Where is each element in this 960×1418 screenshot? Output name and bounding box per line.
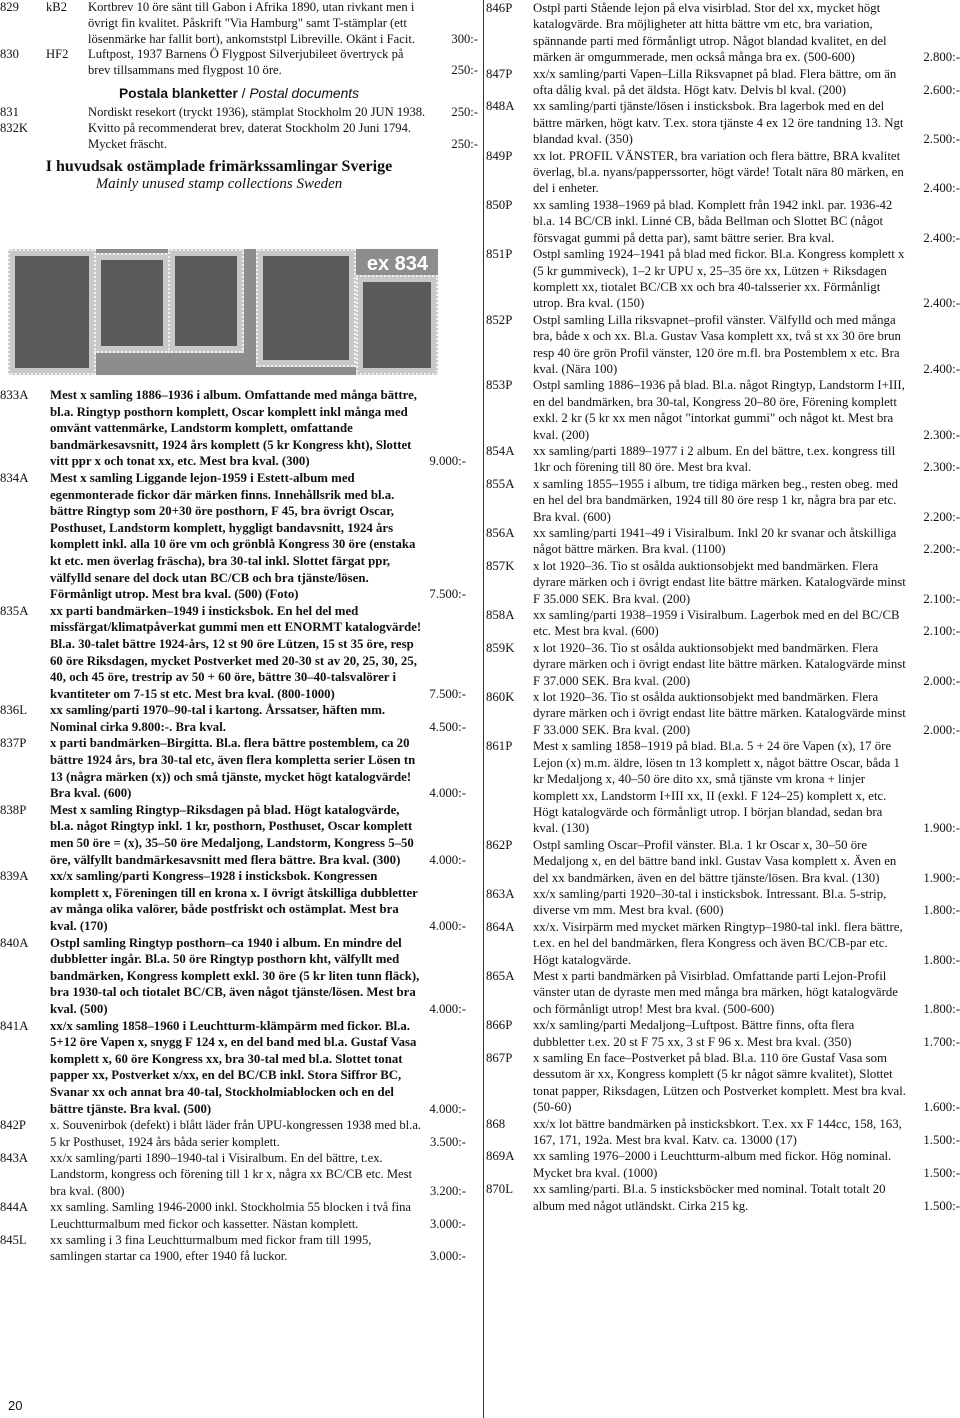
lot-number: 869A — [486, 1149, 515, 1164]
unused-section-heading — [0, 158, 478, 193]
lot-price: 4.000:- — [429, 1001, 466, 1016]
lot-entry — [486, 919, 960, 968]
postal-section-title: Postala blanketter — [118, 85, 238, 101]
lot-number: 866P — [486, 1018, 513, 1033]
lot-entry — [0, 1232, 472, 1265]
lot-description: x samling En face–Postverket på blad. Bl.a. 110 öre Gustaf Vasa som dessutom är xx, Kongress komplett (5 kr något sämre kvalitet), Slottet tonat papper, Riksdagen, Lützen och Postverket komplett. Mest bra kval. (50-60) — [533, 1051, 906, 1115]
lot-number: 851P — [486, 247, 513, 262]
lot-entry — [0, 1018, 472, 1118]
stamp-image — [256, 249, 356, 367]
lot-entry — [0, 935, 472, 1018]
postal-entries — [0, 105, 478, 152]
page-number: 20 — [8, 1398, 23, 1413]
lot-price: 2.500:- — [923, 132, 960, 147]
lot-price: 1.900:- — [923, 821, 960, 836]
postal-section-heading — [0, 85, 478, 103]
lot-description: xx samling i 3 fina Leuchtturmalbum med fickor fram till 1995, samlingen startar ca 1900, efter 1940 få luckor. — [50, 1232, 372, 1264]
lot-price: 2.400:- — [923, 181, 960, 196]
lot-number: 838P — [0, 802, 27, 817]
lot-description: xx/x samling/parti Kongress–1928 i insticksbok. Kongressen komplett x, Föreningen till en krona x. I övrigt åtskilliga dubbletter av många olika valörer, både postfriskt och ostämplat. Mest bra kval. (170) — [50, 869, 418, 933]
lot-description: x parti bandmärken–Birgitta. Bl.a. flera bättre postemblem, ca 20 bättre 1924 års, bra 30-tal etc, även flera kompletta serier Lösen tn 13 (några märken (x)) och små tjänste, mycket högt katalogvärde! Bra kval. (600) — [50, 736, 416, 801]
unused-section-title: I huvudsak ostämplade frimärkssamlingar Sverige — [45, 158, 393, 176]
lot-number: 839A — [0, 869, 29, 884]
lot-price: 2.100:- — [923, 624, 960, 639]
lot-entry — [0, 802, 472, 868]
lot-description: Kvitto på recommenderat brev, daterat Stockholm 20 Juni 1794. Mycket fräscht. — [88, 120, 412, 151]
lot-price: 2.600:- — [923, 83, 960, 98]
lot-entry — [486, 1116, 960, 1149]
lot-entry — [0, 1199, 472, 1232]
lot-price: 3.000:- — [429, 1216, 466, 1231]
lot-entry — [486, 246, 960, 312]
lot-entry — [486, 607, 960, 640]
photo-label: ex 834 — [366, 253, 428, 275]
lot-entry — [0, 603, 472, 703]
lot-description: x lot 1920–36. Tio st osålda auktionsobjekt med bandmärken. Flera dyrare märken och i övrigt endast lite bättre märken. Katalogvärde minst F 37.000 SEK. Bra kval. (200) — [533, 640, 906, 688]
lot-price: 2.400:- — [923, 361, 960, 376]
lot-number: 870L — [486, 1182, 514, 1197]
lot-number: 849P — [486, 148, 513, 163]
lot-code: kB2 — [46, 0, 67, 14]
lot-number: 836L — [0, 703, 28, 718]
lot-description: Ostpl samling 1886–1936 på blad. Bl.a. något Ringtyp, Landstorm I+III, en del bandmärken, bra 30-tal, Kongress 20–80 öre, Förening komplett exkl. 2 kr (5 kr xx men något "intorkat gummi" och något kt. Mest bra kval. (200) — [533, 378, 905, 442]
stamp-image — [94, 253, 170, 353]
lot-price: 3.200:- — [429, 1183, 466, 1198]
lot-number: 868 — [486, 1116, 506, 1131]
lot-entry — [486, 1050, 960, 1116]
lot-entry — [0, 1117, 472, 1150]
lot-price: 2.400:- — [923, 296, 960, 311]
lot-price: 4.000:- — [429, 852, 466, 867]
lot-number: 855A — [486, 476, 515, 491]
lot-entry — [486, 476, 960, 525]
lot-entry — [486, 1017, 960, 1050]
lot-number: 852P — [486, 312, 513, 327]
lot-description: xx parti bandmärken–1949 i insticksbok. En hel del med missfärgat/klimatpåverkat gummi men ett ENORMT katalogvärde! Bl.a. 30-talet bättre 1924-års, 12 st 90 öre Lützen, 15 st 35 öre, resp 60 öre Riksdagen, mycket Postverket med 20-30 st av 20, 25, 30, 25, 40, och 45 öre, trestrip av 50 + 60 öre, bättre 30–40-talsvalörer i kvantiteter om 7-15 st etc. Mest bra kval. (800-1000) — [50, 603, 422, 701]
lot-description: xx/x. Visirpärm med mycket märken Ringtyp–1980-tal inkl. flera bättre, t.ex. en hel del bandmärken, flera Kongress och även BC/CB-par etc. Högt katalogvärde. — [533, 919, 903, 967]
lot-price: 4.000:- — [429, 919, 466, 933]
lot-price: 1.800:- — [923, 952, 960, 967]
lot-description: xx/x samling 1858–1960 i Leuchtturm-klämpärm med fickor. Bl.a. 5+12 öre Vapen x, snygg F 124 x, en del band med bl.a. Gustaf Vasa komplett x, 60 öre Kongress xx, bra 30-tal med bl.a. Slottet tonat papper xx, Postverket x/xx, en del BC/CB inkl. Stora Siffror BC, Svanar xx och annat bra 40-tal, Stockholmiablocken och en del bättre tjänste. Bra kval. (500) — [50, 1018, 417, 1116]
lot-entry — [486, 0, 960, 66]
lot-description: Ostpl samling Oscar–Profil vänster. Bl.a. 1 kr Oscar x, 30–50 öre Medaljong x, en del bättre band inkl. Gustav Vasa komplett x. Även en del xx bandmärken, även en del bättre tjänste/lösen. Bra kval. (130) — [533, 837, 897, 885]
lot-entry — [0, 105, 478, 121]
lot-entry — [0, 47, 478, 79]
lot-entry — [486, 738, 960, 836]
lot-entry — [486, 558, 960, 607]
lot-description: Ostpl parti Stående lejon på elva visirblad. Stor del xx, mycket högt katalogvärde. Bra möjligheter att hitta bättre vm etc, bra variation, spännande parti med förmånligt utrop. Något blandad kvalitet, en del märken är omgummerade, men också många bra ex. (500-600) — [533, 1, 887, 65]
lot-number: 847P — [486, 66, 513, 81]
lot-price: 2.200:- — [923, 542, 960, 557]
lot-number: 840A — [0, 935, 29, 950]
lot-description: Nordiskt resekort (tryckt 1936), stämplat Stockholm 20 JUN 1938. — [88, 104, 426, 119]
lot-entry — [0, 868, 472, 934]
lot-entry — [0, 387, 472, 470]
lot-description: xx samling/parti 1970–90-tal i kartong. Årssatser, häften mm. Nominal cirka 9.800:-. Bra kval. — [50, 703, 386, 734]
unused-section-subtitle: Mainly unused stamp collections Sweden — [95, 176, 343, 193]
lot-entry — [486, 197, 960, 246]
lot-description: xx/x samling/parti 1890–1940-tal i Visiralbum. En del bättre, t.ex. Landstorm, kongress och förening till 1 kr x, några xx BC/CB etc. Mest bra kval. (800) — [50, 1150, 413, 1198]
lot-code: HF2 — [46, 47, 69, 62]
lot-price: 9.000:- — [429, 454, 466, 469]
lot-description: xx samling/parti. Bl.a. 5 insticksböcker med nominal. Totalt totalt 20 album med något utländskt. Cirka 215 kg. — [533, 1182, 886, 1213]
lot-description: xx samling 1938–1969 på blad. Komplett från 1942 inkl. par. 1936-42 bl.a. 14 BC/CB inkl. Linné CB, båda Bellman och Slottet BC (något försvagat gummi på detta par), samt bättre serier. Bra kval. — [533, 197, 893, 245]
lot-description: x lot 1920–36. Tio st osålda auktionsobjekt med bandmärken. Flera dyrare märken och i övrigt endast lite bättre märken. Katalogvärde minst F 35.000 SEK. Bra kval. (200) — [533, 558, 906, 606]
lot-number: 842P — [0, 1118, 26, 1133]
stamp-image — [168, 249, 244, 353]
lot-number: 865A — [486, 968, 515, 983]
lot-number: 845L — [0, 1232, 27, 1247]
lot-description: xx samling/parti 1941–49 i Visiralbum. Inkl 20 kr svanar och åtskilliga något bättre märken. Bra kval. (1100) — [533, 526, 897, 557]
lot-entry — [486, 640, 960, 689]
lot-description: Luftpost, 1937 Barnens Ö Flygpost Silverjubileet övertryck på brev tillsammans med flygpost 10 öre. — [88, 47, 404, 78]
lot-number: 841A — [0, 1018, 29, 1033]
lot-price: 7.500:- — [429, 686, 466, 701]
lot-entry — [0, 470, 472, 603]
lot-number: 850P — [486, 197, 513, 212]
lot-description: Mest x samling 1886–1936 i album. Omfattande med många bättre, bl.a. Ringtyp posthorn komplett, Oscar komplett inkl många med omvänt vattenmärke, Landstorm komplett, omfattande bandmärkesavsnitt, 1924 års komplett (5 kr Kongress kht), Slottet vitt ppr x och tonat xx, etc. Mest bra kval. (300) — [50, 388, 417, 469]
lot-description: xx/x samling/parti 1920–30-tal i insticksbok. Intressant. Bl.a. 5-strip, diverse vm mm. Mest bra kval. (600) — [533, 886, 887, 918]
lot-price: 2.300:- — [923, 427, 960, 442]
lot-number: 843A — [0, 1150, 28, 1165]
lot-description: Ostpl samling 1924–1941 på blad med fickor. Bl.a. Kongress komplett x (5 kr gummiveck), 1–2 kr UPU x, 25–35 öre xx, Lützen + Riksdagen komplett xx, tiotalet BC/CB xx och bra 40-talsserier xx. Förmånligt utrop. Bra kval. (150) — [533, 247, 905, 311]
lot-description: xx/x lot bättre bandmärken på insticksbkort. T.ex. xx F 144cc, 158, 163, 167, 171, 192a. Mest bra kval. Katv. ca. 13000 (17) — [533, 1116, 902, 1148]
lot-price: 2.000:- — [923, 673, 960, 688]
lot-price: 1.500:- — [923, 1165, 960, 1180]
lot-entry — [486, 1181, 960, 1214]
lot-number: 863A — [486, 886, 515, 901]
lot-price: 250:- — [451, 104, 478, 119]
lot-number: 859K — [486, 640, 515, 655]
lot-number: 857K — [486, 558, 515, 573]
lot-number: 844A — [0, 1200, 28, 1215]
lot-description: xx/x samling/parti Vapen–Lilla Riksvapnet på blad. Flera bättre, om än ofta dålig kval. på det äldsta. Högt katv. Delvis bl kval. (200) — [533, 66, 897, 98]
lot-price: 2.200:- — [923, 509, 960, 524]
lot-description: xx samling. Samling 1946-2000 inkl. Stockholmia 55 blocken i två fina Leuchtturmalbum med fickor och kassetter. Nästan komplett. — [50, 1200, 411, 1231]
lot-price: 3.000:- — [429, 1249, 466, 1264]
lot-price: 1.600:- — [923, 1100, 960, 1115]
lot-price: 2.300:- — [923, 460, 960, 475]
lot-number: 860K — [486, 690, 515, 705]
lot-number: 834A — [0, 470, 29, 485]
lot-entry — [486, 1148, 960, 1181]
lot-description: x samling 1855–1955 i album, tre tidiga märken beg., resten obeg. med en hel del bra bandmärken, 1924 till 80 öre resp 1 kr, några bra par etc. Bra kval. (600) — [533, 476, 898, 524]
lot-price: 1.900:- — [923, 870, 960, 885]
lot-description: Mest x samling Ringtyp–Riksdagen på blad. Högt katalogvärde, bl.a. något Ringtyp inkl. 1 kr, posthorn, Posthuset, Oscar komplett men 50 öre = (x), 35–50 öre Medaljong, Landstorm, Kongress 5–50 öre, välfyllt bandmärkesavsnitt med flera bättre. Bra kval. (300) — [50, 802, 414, 867]
lot-entry — [0, 121, 478, 153]
lot-description: xx samling 1976–2000 i Leuchtturm-album med fickor. Hög nominal. Mycket bra kval. (1000) — [533, 1149, 892, 1180]
lot-description: xx samling/parti 1938–1959 i Visiralbum. Lagerbok med en del BC/CB etc. Mest bra kval. (600) — [533, 608, 900, 639]
lot-price: 250:- — [451, 63, 478, 78]
lot-description: Kortbrev 10 öre sänt till Gabon i Afrika 1890, utan rivkant men i övrigt fin kvalitet. Påskrift "Via Hamburg" samt T-stämplar (ett lösenmärke har fallit bort), ankomststpl Libreville. Okänt i Facit. — [88, 0, 416, 46]
lot-description: xx lot. PROFIL VÄNSTER, bra variation och flera bättre, BRA kvalitet överlag, bl.a. nyans/papperssorter, högt värde! Totalt nära 80 märken, en del i enheter. — [533, 148, 904, 196]
lot-description: Mest x samling Liggande lejon-1959 i Estett-album med egenmonterade fickor där märken finns. Innehållsrik med bl.a. bättre Ringtyp som 20+30 öre posthorn, F 45, bra övrigt Oscar, Posthuset, Landstorm komplett, hyggligt bandavsnitt, 1924 års komplett inkl. alla 10 öre vm och grönblå Kongress 30 öre (enstaka kt etc. men överlag fräscha), bra 30-tal inkl. Slottet färgat ppr, välfylld senare del dock utan BC/CB och bra tjänste/lösen. Förmånligt utrop. Mest bra kval. (500) (Foto) — [50, 470, 416, 602]
lot-number: 829 — [0, 0, 19, 14]
lot-number: 848A — [486, 99, 515, 114]
lot-number: 864A — [486, 919, 515, 934]
lot-number: 858A — [486, 608, 515, 623]
lot-price: 7.500:- — [429, 587, 466, 602]
lot-entry — [0, 1150, 472, 1199]
lot-number: 854A — [486, 443, 515, 458]
lot-description: Mest x samling 1858–1919 på blad. Bl.a. 5 + 24 öre Vapen (x), 17 öre Lejon (x) m.m. äldre, lösen tn 13 komplett x, något bättre Oscar, båda 1 kr Medaljong x, 40–50 öre dito xx, små tjänste vm krona + linjer komplett xx, Landstorm I+III xx, II (exkl. F 124–25) komplett x, etc. Högt katalogvärde och förmånligt utrop. I början blandad, sedan bra kval. (130) — [533, 739, 900, 836]
lot-description: x. Souvenirbok (defekt) i blått läder från UPU-kongressen 1938 med bl.a. 5 kr Posthuset, 1924 års båda serier komplett. — [50, 1118, 422, 1149]
left-column — [0, 0, 478, 1264]
lot-price: 4.500:- — [429, 719, 466, 734]
lot-entry — [486, 968, 960, 1017]
right-column — [486, 0, 960, 1214]
column-divider — [483, 0, 484, 1418]
lot-price: 3.500:- — [429, 1134, 466, 1149]
lot-price: 1.800:- — [923, 1001, 960, 1016]
lot-number: 867P — [486, 1051, 513, 1065]
bold-entries — [0, 387, 472, 1265]
lot-number: 831 — [0, 104, 19, 119]
lot-entry — [0, 735, 472, 801]
lot-price: 300:- — [451, 31, 478, 46]
postal-section-title-en: Postal documents — [249, 85, 360, 101]
lot-price: 4.000:- — [429, 786, 466, 801]
lot-description: Mest x parti bandmärken på Visirblad. Omfattande parti Lejon-Profil vänster utan de dyraste men med många bra märken, högt katalogvärde och förmånligt utrop! Mest bra kval. (500-600) — [533, 968, 898, 1016]
lot-number: 861P — [486, 739, 513, 754]
lot-entry — [486, 443, 960, 476]
lot-number: 835A — [0, 603, 29, 618]
lot-description: xx samling/parti 1889–1977 i 2 album. En del bättre, t.ex. kongress till 1kr och förening till 80 öre. Mest bra kval. — [533, 443, 896, 475]
lot-number: 832K — [0, 120, 28, 135]
lot-description: xx/x samling/parti Medaljong–Luftpost. Bättre finns, ofta flera dubbletter t.ex. 20 st F 75 xx, 3 st F 96 x. Mest bra kval. (350) — [533, 1018, 855, 1049]
stamp-photo — [8, 249, 438, 375]
lot-price: 1.800:- — [923, 903, 960, 918]
lot-number: 846P — [486, 1, 513, 15]
lot-entry — [486, 377, 960, 443]
lot-price: 2.400:- — [923, 230, 960, 245]
lot-entry — [486, 837, 960, 886]
lot-number: 830 — [0, 47, 19, 62]
lot-entry — [486, 525, 960, 558]
lot-price: 250:- — [451, 136, 478, 151]
lot-number: 853P — [486, 378, 513, 393]
stamp-image — [356, 275, 438, 375]
left-top-entries — [0, 0, 478, 79]
lot-description: x lot 1920–36. Tio st osålda auktionsobjekt med bandmärken. Flera dyrare märken och i övrigt endast lite bättre märken. Katalogvärde minst F 33.000 SEK. Bra kval. (200) — [533, 690, 906, 737]
stamp-image — [8, 249, 96, 375]
lot-entry — [486, 689, 960, 738]
lot-entry — [0, 702, 472, 735]
lot-entry — [486, 98, 960, 147]
lot-entry — [486, 148, 960, 197]
lot-number: 837P — [0, 736, 27, 751]
lot-price: 2.100:- — [923, 591, 960, 606]
lot-price: 2.000:- — [923, 722, 960, 737]
lot-number: 833A — [0, 388, 29, 402]
lot-price: 4.000:- — [429, 1101, 466, 1116]
lot-entry — [486, 312, 960, 378]
lot-entry — [0, 0, 478, 47]
lot-entry — [486, 886, 960, 919]
lot-description: Ostpl samling Ringtyp posthorn–ca 1940 i album. En mindre del dubbletter ingår. Bl.a. 50 öre Ringtyp posthorn kht, välfyllt med bandmärken, Kongress komplett exkl. 30 öre (5 kr liten tunn fläck), bra 1930-tal och tiotalet BC/CB, även något tjänste/lösen. Mest bra kval. (500) — [50, 935, 420, 1016]
lot-price: 1.500:- — [923, 1198, 960, 1213]
lot-price: 2.800:- — [923, 50, 960, 65]
postal-section-sep: / — [237, 85, 250, 101]
lot-price: 1.700:- — [923, 1034, 960, 1049]
lot-price: 1.500:- — [923, 1133, 960, 1148]
lot-number: 856A — [486, 526, 515, 540]
lot-description: Ostpl samling Lilla riksvapnet–profil vänster. Välfylld och med många bra, både x och xx. Bl.a. Gustav Vasa komplett xx, två st xx 30 öre brun resp 40 öre grön Profil vänster, 120 öre m.fl. bra Postemblem x etc. Bra kval. (Nära 100) — [533, 312, 901, 376]
lot-number: 862P — [486, 837, 513, 852]
lot-description: xx samling/parti tjänste/lösen i insticksbok. Bra lagerbok med en del bättre märken, högt katv. T.ex. stora tjänste 4 ex 12 öre tandning 13. Ngt blandad kval. (350) — [533, 99, 904, 147]
lot-entry — [486, 66, 960, 99]
